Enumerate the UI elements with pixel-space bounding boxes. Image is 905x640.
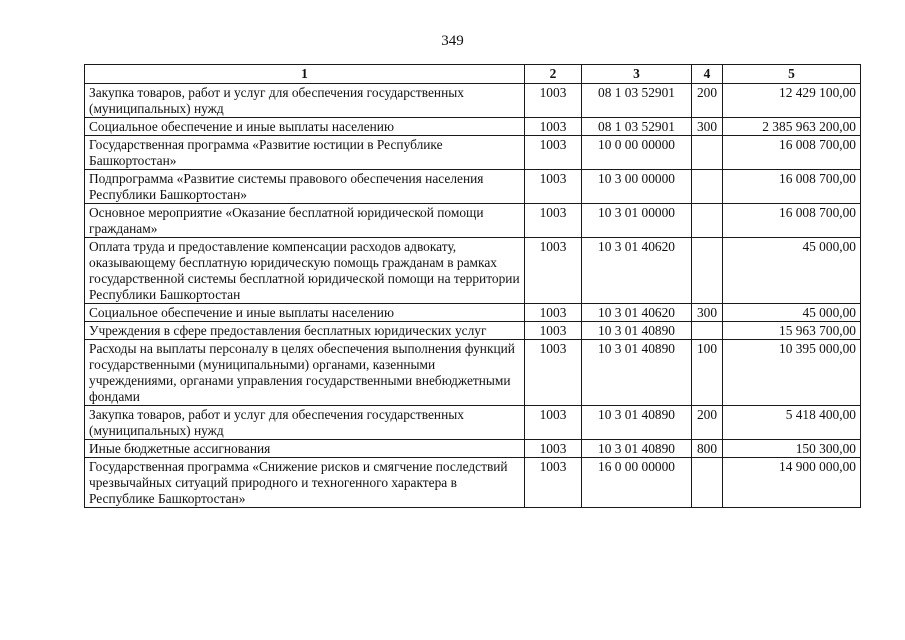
row-code: 08 1 03 52901 <box>582 118 692 136</box>
row-section: 1003 <box>525 458 582 508</box>
table-row <box>85 84 861 118</box>
row-amount: 16 008 700,00 <box>723 170 861 204</box>
header-row <box>85 65 861 84</box>
row-section: 1003 <box>525 238 582 304</box>
row-type <box>692 204 723 238</box>
row-section: 1003 <box>525 340 582 406</box>
table-row <box>85 440 861 458</box>
row-code: 10 3 01 40890 <box>582 440 692 458</box>
row-code: 10 3 01 40890 <box>582 406 692 440</box>
row-name: Иные бюджетные ассигнования <box>85 440 525 458</box>
row-amount: 45 000,00 <box>723 304 861 322</box>
row-code: 10 3 00 00000 <box>582 170 692 204</box>
row-code: 10 3 01 40890 <box>582 340 692 406</box>
row-name: Основное мероприятие «Оказание бесплатной юридической помощи гражданам» <box>85 204 525 238</box>
table-row <box>85 304 861 322</box>
table-row <box>85 238 861 304</box>
row-type: 300 <box>692 118 723 136</box>
row-type: 300 <box>692 304 723 322</box>
row-type: 800 <box>692 440 723 458</box>
table-row <box>85 340 861 406</box>
header-col-code: 3 <box>582 65 692 84</box>
row-code: 10 0 00 00000 <box>582 136 692 170</box>
row-amount: 16 008 700,00 <box>723 204 861 238</box>
row-name: Государственная программа «Развитие юстиции в Республике Башкортостан» <box>85 136 525 170</box>
row-type <box>692 238 723 304</box>
row-amount: 14 900 000,00 <box>723 458 861 508</box>
table-row <box>85 136 861 170</box>
table-row <box>85 458 861 508</box>
row-section: 1003 <box>525 322 582 340</box>
row-type: 200 <box>692 84 723 118</box>
row-section: 1003 <box>525 118 582 136</box>
row-amount: 45 000,00 <box>723 238 861 304</box>
row-type: 200 <box>692 406 723 440</box>
header-col-name: 1 <box>85 65 525 84</box>
budget-table <box>84 64 861 508</box>
row-section: 1003 <box>525 84 582 118</box>
row-name: Социальное обеспечение и иные выплаты населению <box>85 304 525 322</box>
row-amount: 5 418 400,00 <box>723 406 861 440</box>
table-row <box>85 170 861 204</box>
row-amount: 16 008 700,00 <box>723 136 861 170</box>
row-section: 1003 <box>525 170 582 204</box>
row-type <box>692 136 723 170</box>
row-name: Подпрограмма «Развитие системы правового обеспечения населения Республики Башкортостан» <box>85 170 525 204</box>
row-name: Закупка товаров, работ и услуг для обеспечения государственных (муниципальных) нужд <box>85 84 525 118</box>
page-number: 349 <box>441 33 464 49</box>
row-name: Закупка товаров, работ и услуг для обеспечения государственных (муниципальных) нужд <box>85 406 525 440</box>
row-amount: 150 300,00 <box>723 440 861 458</box>
row-name: Оплата труда и предоставление компенсации расходов адвокату, оказывающему бесплатную юридическую помощь гражданам в рамках государственной системы бесплатной юридической помощи на территории Республики Башкортостан <box>85 238 525 304</box>
header-col-type: 4 <box>692 65 723 84</box>
row-amount: 12 429 100,00 <box>723 84 861 118</box>
row-section: 1003 <box>525 136 582 170</box>
row-amount: 15 963 700,00 <box>723 322 861 340</box>
row-code: 10 3 01 40890 <box>582 322 692 340</box>
table-row <box>85 406 861 440</box>
row-name: Социальное обеспечение и иные выплаты населению <box>85 118 525 136</box>
row-code: 10 3 01 40620 <box>582 304 692 322</box>
table-row <box>85 118 861 136</box>
row-section: 1003 <box>525 204 582 238</box>
row-code: 08 1 03 52901 <box>582 84 692 118</box>
row-code: 10 3 01 00000 <box>582 204 692 238</box>
row-code: 10 3 01 40620 <box>582 238 692 304</box>
row-name: Государственная программа «Снижение рисков и смягчение последствий чрезвычайных ситуаций природного и техногенного характера в Республике Башкортостан» <box>85 458 525 508</box>
table-row <box>85 322 861 340</box>
header-col-section: 2 <box>525 65 582 84</box>
row-type: 100 <box>692 340 723 406</box>
row-amount: 2 385 963 200,00 <box>723 118 861 136</box>
row-type <box>692 322 723 340</box>
row-section: 1003 <box>525 440 582 458</box>
row-section: 1003 <box>525 406 582 440</box>
row-name: Учреждения в сфере предоставления бесплатных юридических услуг <box>85 322 525 340</box>
table-row <box>85 204 861 238</box>
row-name: Расходы на выплаты персоналу в целях обеспечения выполнения функций государственными (муниципальными) органами, казенными учреждениями, органами управления государственными внебюджетными фондами <box>85 340 525 406</box>
header-col-amount: 5 <box>723 65 861 84</box>
row-type <box>692 458 723 508</box>
row-section: 1003 <box>525 304 582 322</box>
row-code: 16 0 00 00000 <box>582 458 692 508</box>
row-amount: 10 395 000,00 <box>723 340 861 406</box>
row-type <box>692 170 723 204</box>
